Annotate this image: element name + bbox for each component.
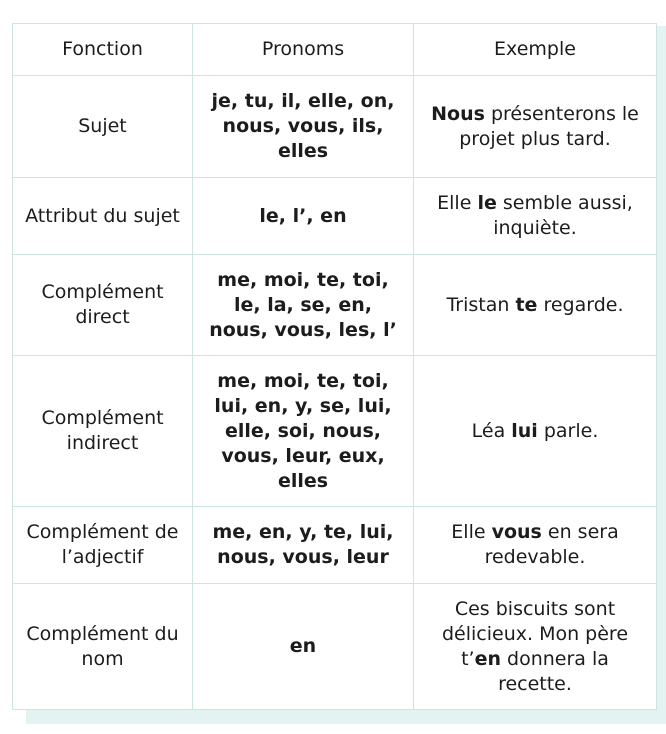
exemple-cell: Nous présenterons le projet plus tard. (414, 76, 657, 178)
table-row (13, 178, 657, 255)
pronoun-table (12, 23, 657, 710)
pronoms-cell: me, en, y, te, lui, nous, vous, leur (193, 507, 414, 584)
table-row (13, 356, 657, 507)
fonction-cell: Complément indirect (13, 356, 193, 507)
exemple-pronoun: lui (511, 419, 538, 442)
exemple-cell: Ces biscuits sont délicieux. Mon père t’en donnera la recette. (414, 584, 657, 710)
fonction-cell: Complément direct (13, 255, 193, 356)
exemple-pronoun: te (515, 293, 538, 316)
exemple-cell: Elle vous en sera redevable. (414, 507, 657, 584)
table-header-row (13, 24, 657, 76)
exemple-pronoun: Nous (431, 102, 485, 125)
fonction-cell: Attribut du sujet (13, 178, 193, 255)
header-pronoms: Pronoms (193, 24, 414, 76)
pronoms-cell: me, moi, te, toi, le, la, se, en, nous, vous, les, l’ (193, 255, 414, 356)
header-exemple: Exemple (414, 24, 657, 76)
table-row (13, 507, 657, 584)
exemple-cell: Tristan te regarde. (414, 255, 657, 356)
exemple-pronoun: le (477, 192, 497, 214)
exemple-pronoun: en (474, 647, 501, 670)
exemple-cell: Elle le semble aussi, inquiète. (414, 178, 657, 255)
pronoms-cell: le, l’, en (193, 178, 414, 255)
table-row (13, 76, 657, 178)
exemple-cell: Léa lui parle. (414, 356, 657, 507)
pronoms-cell: me, moi, te, toi, lui, en, y, se, lui, elle, soi, nous, vous, leur, eux, elles (193, 356, 414, 507)
header-fonction: Fonction (13, 24, 193, 76)
fonction-cell: Sujet (13, 76, 193, 178)
fonction-cell: Complément du nom (13, 584, 193, 710)
pronoms-cell: en (193, 584, 414, 710)
table-row (13, 255, 657, 356)
pronoms-cell: je, tu, il, elle, on, nous, vous, ils, elles (193, 76, 414, 178)
exemple-pronoun: vous (491, 521, 542, 543)
table-row (13, 584, 657, 710)
fonction-cell: Complément de l’adjectif (13, 507, 193, 584)
